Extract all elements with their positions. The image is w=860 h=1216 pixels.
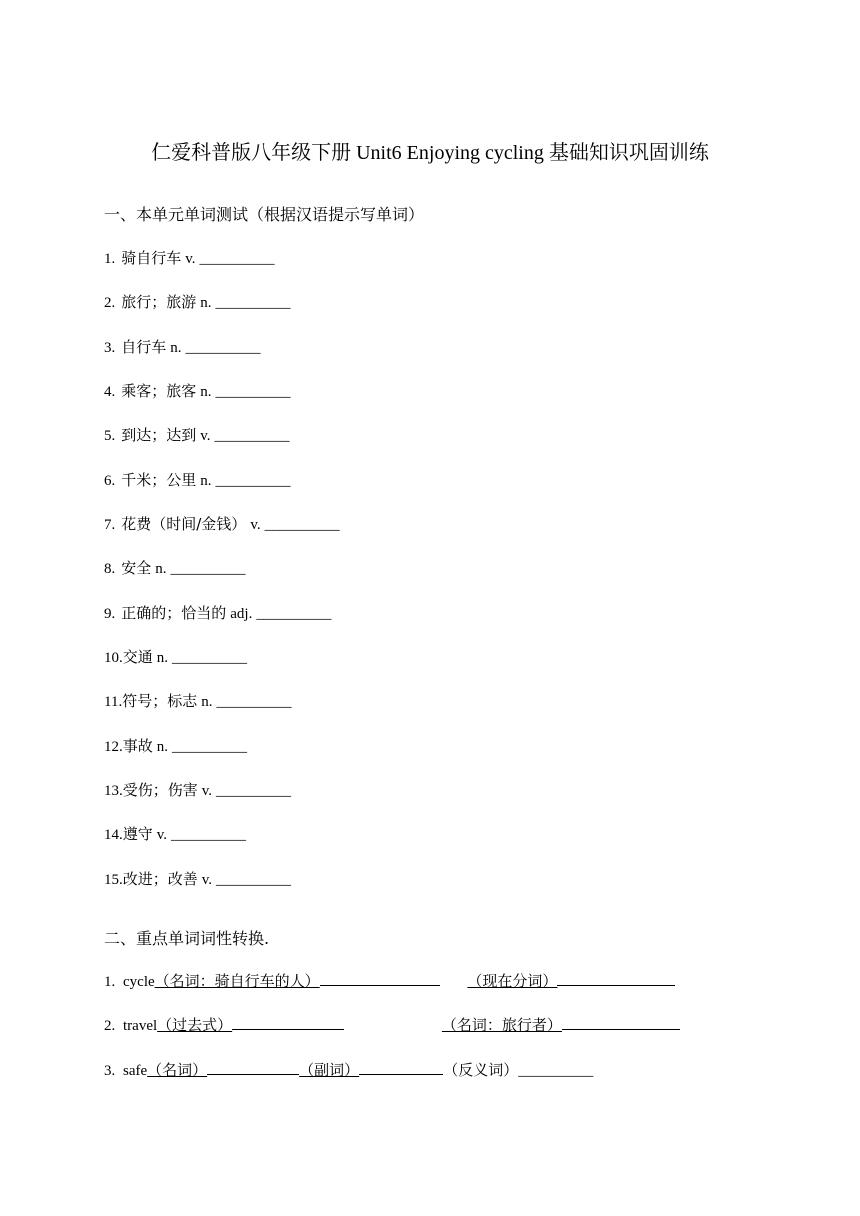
item-number: 5. [104, 428, 116, 444]
answer-blank: __________ [199, 251, 275, 267]
part-of-speech: n. [201, 694, 213, 710]
vocab-item [104, 424, 290, 445]
item-number: 7. [104, 517, 116, 533]
part-of-speech: v. [250, 517, 261, 533]
chinese-hint: 符号；标志 [122, 692, 198, 710]
chinese-hint: 安全 [121, 559, 152, 577]
part-of-speech: n. [200, 295, 212, 311]
part-of-speech: n. [200, 473, 212, 489]
chinese-hint: 改进；改善 [122, 870, 198, 888]
hint: （过去式） [157, 1016, 233, 1034]
vocab-item [104, 291, 291, 312]
vocab-item [104, 735, 247, 756]
answer-blank: __________ [185, 340, 261, 356]
answer-blank [359, 1060, 443, 1075]
document-title: 仁爱科普版八年级下册 Unit6 Enjoying cycling 基础知识巩固训练 [151, 142, 709, 164]
row-number: 3. [104, 1063, 116, 1079]
chinese-hint: 千米；公里 [121, 471, 197, 489]
item-number: 4. [104, 384, 116, 400]
part-of-speech: n. [156, 739, 169, 755]
answer-blank [320, 971, 440, 986]
chinese-hint: 到达；达到 [121, 426, 197, 444]
word: travel [123, 1018, 158, 1034]
word: cycle [123, 974, 155, 990]
section-2-heading: 二、重点单词词性转换. [104, 929, 270, 948]
part-of-speech: n. [200, 384, 212, 400]
vocab-item [104, 823, 246, 844]
hint: （名词：骑自行车的人） [154, 972, 320, 990]
vocab-item [104, 602, 331, 623]
part-of-speech: adj. [230, 606, 253, 622]
section-1-heading: 一、本单元单词测试（根据汉语提示写单词） [104, 205, 425, 224]
item-number: 15. [104, 872, 123, 888]
answer-blank [562, 1015, 680, 1030]
vocab-item [104, 469, 291, 490]
answer-blank: __________ [518, 1063, 594, 1079]
vocab-item [104, 336, 261, 357]
answer-blank: __________ [264, 517, 340, 533]
hint: （反义词） [443, 1061, 519, 1079]
answer-blank: __________ [215, 295, 291, 311]
item-number: 14. [104, 827, 123, 843]
part-of-speech: v. [185, 251, 196, 267]
item-number: 2. [104, 295, 116, 311]
part-of-speech: v. [156, 827, 168, 843]
chinese-hint: 受伤；伤害 [122, 781, 198, 799]
part-of-speech: v. [200, 428, 211, 444]
item-number: 10. [104, 650, 123, 666]
answer-blank: __________ [172, 650, 248, 666]
hint: （名词：旅行者） [441, 1016, 562, 1034]
vocab-item [104, 380, 291, 401]
vocab-item [104, 690, 291, 711]
row-number: 1. [104, 974, 116, 990]
part-of-speech: v. [201, 783, 213, 799]
answer-blank [232, 1015, 344, 1030]
item-number: 12. [104, 739, 123, 755]
chinese-hint: 自行车 [121, 338, 167, 356]
hint: （现在分词） [467, 972, 558, 990]
item-number: 8. [104, 561, 116, 577]
answer-blank: __________ [216, 783, 292, 799]
hint: （副词） [299, 1061, 360, 1079]
chinese-hint: 正确的；恰当的 [121, 604, 227, 622]
chinese-hint: 花费（时间/金钱） [121, 515, 247, 533]
vocab-item [104, 557, 246, 578]
chinese-hint: 遵守 [122, 825, 153, 843]
part-of-speech: n. [170, 340, 182, 356]
item-number: 13. [104, 783, 123, 799]
hint: （名词） [147, 1061, 208, 1079]
chinese-hint: 乘客；旅客 [121, 382, 197, 400]
item-number: 9. [104, 606, 116, 622]
answer-blank [207, 1060, 299, 1075]
chinese-hint: 交通 [122, 648, 153, 666]
item-number: 3. [104, 340, 116, 356]
part-of-speech: v. [201, 872, 213, 888]
answer-blank: __________ [215, 473, 291, 489]
conversion-row-1 [104, 970, 675, 991]
vocab-item [104, 247, 275, 268]
part-of-speech: n. [155, 561, 167, 577]
conversion-row-3 [104, 1059, 593, 1080]
part-of-speech: n. [156, 650, 169, 666]
answer-blank: __________ [170, 561, 246, 577]
answer-blank: __________ [214, 428, 290, 444]
word: safe [123, 1063, 148, 1079]
answer-blank: __________ [216, 872, 292, 888]
conversion-row-2 [104, 1014, 680, 1035]
item-number: 6. [104, 473, 116, 489]
vocab-item [104, 779, 291, 800]
chinese-hint: 骑自行车 [121, 249, 182, 267]
chinese-hint: 事故 [122, 737, 153, 755]
vocab-item [104, 868, 291, 889]
vocab-item [104, 646, 247, 667]
answer-blank: __________ [172, 739, 248, 755]
answer-blank: __________ [256, 606, 332, 622]
item-number: 1. [104, 251, 116, 267]
answer-blank: __________ [171, 827, 247, 843]
answer-blank [557, 971, 675, 986]
answer-blank: __________ [215, 384, 291, 400]
row-number: 2. [104, 1018, 116, 1034]
answer-blank: __________ [216, 694, 292, 710]
vocab-item [104, 513, 340, 534]
chinese-hint: 旅行；旅游 [121, 293, 197, 311]
item-number: 11. [104, 694, 123, 710]
